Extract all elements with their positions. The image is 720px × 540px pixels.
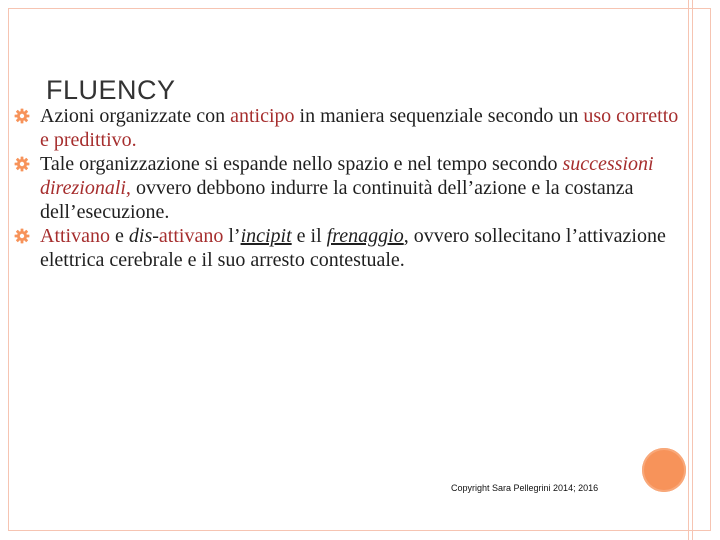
- bullet-text-segment: attivano: [158, 225, 224, 247]
- bullet-item: [4, 152, 686, 224]
- decorative-line: [688, 0, 689, 540]
- bullet-text-segment: , ovvero sollecitano l’attivazione elettrica cerebrale e il suo arresto contestuale.: [40, 225, 666, 271]
- gear-icon: [14, 156, 30, 172]
- slide-title: FLUENCY: [46, 75, 176, 105]
- circle-decoration: [642, 448, 686, 492]
- gear-icon: [14, 228, 30, 244]
- bullet-text-segment: incipit: [240, 225, 292, 247]
- bullet-text-segment: e il: [291, 225, 327, 247]
- gear-icon: [14, 108, 30, 124]
- bullet-text-segment: e: [110, 225, 129, 247]
- bullet-text-segment: ovvero debbono indurre la continuità dell’azione e la costanza dell’esecuzione.: [40, 177, 634, 223]
- bullet-text-segment: successioni direzionali,: [40, 153, 654, 199]
- copyright-text: Copyright Sara Pellegrini 2014; 2016: [451, 483, 599, 493]
- bullet-text-segment: frenaggio: [326, 225, 404, 247]
- bullet-text-segment: Tale organizzazione si espande nello spazio e nel tempo secondo: [40, 153, 563, 175]
- bullet-text-segment: in maniera sequenziale secondo un: [294, 105, 584, 127]
- bullet-text-segment: Attivano: [40, 225, 110, 247]
- bullet-text-segment: Azioni organizzate con: [40, 105, 231, 127]
- bullet-list: [4, 104, 686, 272]
- bullet-item: [4, 224, 686, 272]
- bullet-text-segment: l’: [223, 225, 241, 247]
- bullet-text-segment: -: [152, 225, 159, 247]
- decorative-line: [692, 0, 693, 540]
- bullet-text-segment: dis: [128, 225, 153, 247]
- bullet-item: [4, 104, 686, 152]
- bullet-text-segment: uso corretto e predittivo.: [40, 105, 679, 151]
- bullet-text-segment: anticipo: [230, 105, 295, 127]
